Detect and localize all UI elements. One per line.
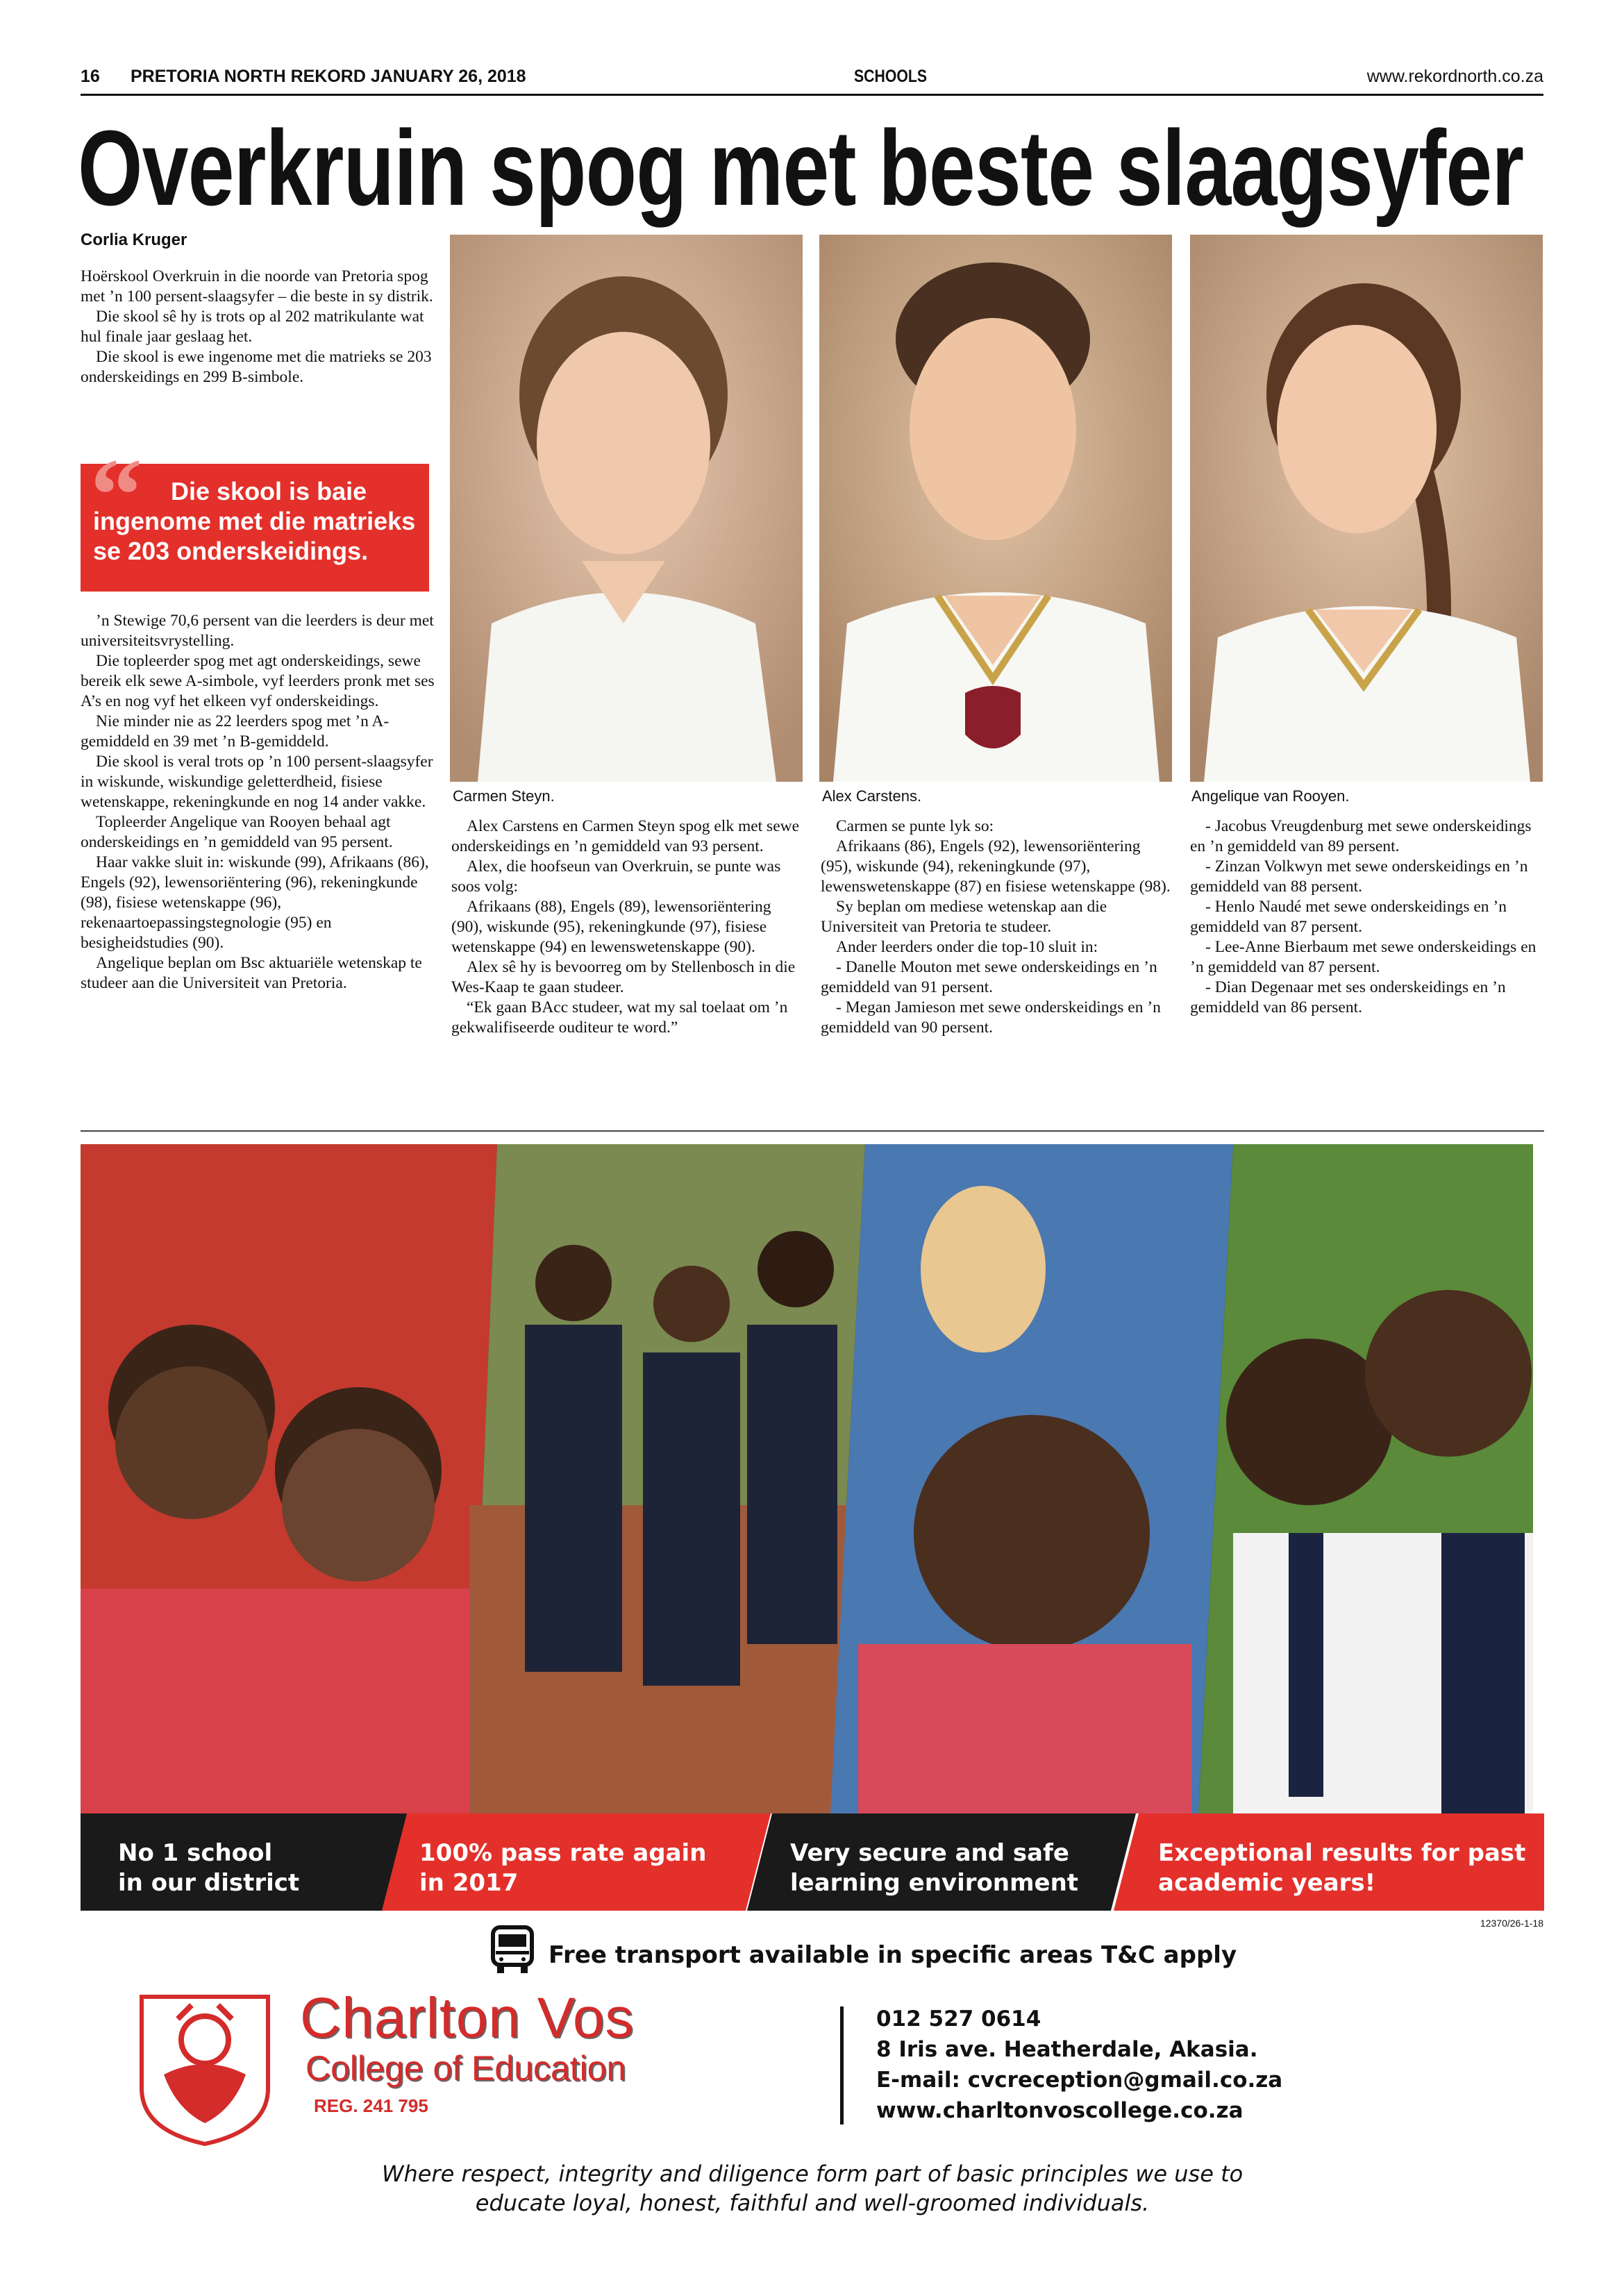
paragraph: Ander leerders onder die top-10 sluit in: [836, 938, 1098, 956]
transport-text: Free transport available in specific areas T&C apply [549, 1941, 1237, 1969]
paragraph: Die skool is veral trots op ’n 100 persent-slaagsyfer in wiskunde, wiskundige geletterdheid, fisiese wetenskappe, rekeningkunde en nog 14 ander vakke. [81, 753, 433, 811]
byline: Corlia Kruger [81, 231, 187, 249]
photo-carmen-steyn [450, 235, 803, 782]
paragraph: Sy beplan om mediese wetenskap aan die Universiteit van Pretoria te studeer. [821, 898, 1107, 936]
paragraph: Die skool sê hy is trots op al 202 matrikulante wat hul finale jaar geslaag het. [81, 308, 424, 346]
college-name: Charlton Vos [300, 1986, 635, 2050]
article-column-3 [821, 816, 1175, 1038]
paragraph: - Dian Degenaar met ses onderskeidings en ’n gemiddeld van 86 persent. [1190, 978, 1506, 1016]
paragraph: Afrikaans (86), Engels (92), lewensoriëntering (95), wiskunde (94), rekeningkunde (97), lewenswetenskappe (87) en fisiese wetenskappe (98). [821, 837, 1171, 896]
paragraph: - Henlo Naudé met sewe onderskeidings en ’n gemiddeld van 87 persent. [1190, 898, 1507, 936]
bus-icon [486, 1923, 539, 1976]
photo-caption: Angelique van Rooyen. [1191, 787, 1350, 805]
article-headline: Overkruin spog met beste slaagsyfer [78, 108, 1524, 228]
paragraph: Die topleerder spog met agt onderskeidings, sewe bereik elk sewe A-simbole, vyf leerders pronk met ses A’s en nog vyf het elkeen vyf onderskeidings. [81, 652, 435, 710]
article-column-2 [451, 816, 805, 1038]
section-label: SCHOOLS [854, 67, 928, 86]
contact-block [876, 2004, 1282, 2126]
section-divider [81, 1130, 1544, 1132]
paragraph: Nie minder nie as 22 leerders spog met ’n A-gemiddeld en 39 met ’n B-gemiddeld. [81, 712, 390, 751]
paragraph: - Lee-Anne Bierbaum met sewe onderskeidings en ’n gemiddeld van 87 persent. [1190, 938, 1537, 976]
college-subtitle: College of Education [305, 2049, 626, 2088]
page-header [81, 64, 1543, 96]
paragraph: Angelique beplan om Bsc aktuariële wetenskap te studeer aan die Universiteit van Pretoria. [81, 954, 422, 992]
college-crest-icon [136, 1991, 274, 2147]
page-number: 16 [81, 67, 100, 86]
paragraph: “Ek gaan BAcc studeer, wat my sal toelaat om ’n gekwalifiseerde ouditeur te word.” [451, 998, 788, 1037]
paragraph: Die skool is ewe ingenome met die matrieks se 203 onderskeidings en 299 B-simbole. [81, 348, 432, 386]
contact-website: www.charltonvoscollege.co.za [876, 2098, 1244, 2123]
college-motto [83, 2159, 1541, 2218]
advert-banner-3 [747, 1813, 1136, 1911]
motto-line: Where respect, integrity and diligence form part of basic principles we use to [381, 2161, 1244, 2187]
article-column-1 [81, 611, 442, 994]
contact-phone: 012 527 0614 [876, 2006, 1041, 2031]
paragraph: Hoërskool Overkruin in die noorde van Pretoria spog met ’n 100 persent-slaagsyfer – die beste in sy distrik. [81, 267, 433, 305]
banner-text: 100% pass rate again in 2017 [419, 1839, 707, 1897]
paragraph: Alex sê hy is bevoorreg om by Stellenbosch in die Wes-Kaap te gaan studeer. [451, 958, 796, 996]
photo-alex-carstens [819, 235, 1172, 782]
article-intro [81, 267, 442, 387]
contact-email: E-mail: cvcreception@gmail.co.za [876, 2068, 1283, 2093]
paragraph: - Jacobus Vreugdenburg met sewe onderskeidings en ’n gemiddeld van 89 persent. [1190, 817, 1532, 855]
paragraph: - Zinzan Volkwyn met sewe onderskeidings en ’n gemiddeld van 88 persent. [1190, 857, 1528, 896]
paragraph: - Megan Jamieson met sewe onderskeidings en ’n gemiddeld van 90 persent. [821, 998, 1161, 1037]
paragraph: Alex, die hoofseun van Overkruin, se punte was soos volg: [451, 857, 781, 896]
motto-line: educate loyal, honest, faithful and well-groomed individuals. [475, 2190, 1150, 2216]
registration-number: REG. 241 795 [314, 2095, 428, 2116]
paragraph: ’n Stewige 70,6 persent van die leerders is deur met universiteitsvrystelling. [81, 612, 434, 650]
banner-text: Exceptional results for past academic years! [1158, 1839, 1526, 1897]
contact-address: 8 Iris ave. Heatherdale, Akasia. [876, 2037, 1258, 2062]
publication-dateline: PRETORIA NORTH REKORD JANUARY 26, 2018 [131, 67, 526, 86]
paragraph: Afrikaans (88), Engels (89), lewensoriëntering (90), wiskunde (95), rekeningkunde (97), fisiese wetenskappe (94) en lewenswetenskappe (90). [451, 898, 771, 956]
publication-website: www.rekordnorth.co.za [1366, 67, 1543, 86]
photo-angelique-van-rooyen [1190, 235, 1543, 782]
banner-text: Very secure and safe learning environment [790, 1839, 1079, 1897]
paragraph: Carmen se punte lyk so: [836, 817, 994, 835]
paragraph: - Danelle Mouton met sewe onderskeidings en ’n gemiddeld van 91 persent. [821, 958, 1157, 996]
advert-reference: 12370/26-1-18 [1480, 1918, 1543, 1929]
banner-text: No 1 school in our district [118, 1839, 300, 1897]
photo-caption: Carmen Steyn. [453, 787, 555, 805]
quote-mark-icon: “ [90, 437, 142, 553]
paragraph: Alex Carstens en Carmen Steyn spog elk met sewe onderskeidings en ’n gemiddeld van 93 persent. [451, 817, 800, 855]
paragraph: Haar vakke sluit in: wiskunde (99), Afrikaans (86), Engels (92), lewensoriëntering (96), rekeningkunde (98), fisiese wetenskappe (96), rekenaartoepassingstegnologie (95) en besigheidstudies (90). [81, 853, 429, 952]
pull-quote [81, 437, 429, 592]
pull-quote-text: Die skool is baie ingenome met die matrieks se 203 onderskeidings. [93, 477, 416, 565]
advert-banner-4 [1114, 1813, 1544, 1911]
contact-divider [840, 2006, 844, 2125]
paragraph: Topleerder Angelique van Rooyen behaal agt onderskeidings en ’n gemiddeld van 95 persent. [81, 813, 393, 851]
advert-banner-2 [382, 1813, 771, 1911]
advert-photo-collage [81, 1144, 1533, 1813]
article-column-4 [1190, 816, 1544, 1018]
photo-caption: Alex Carstens. [822, 787, 922, 805]
